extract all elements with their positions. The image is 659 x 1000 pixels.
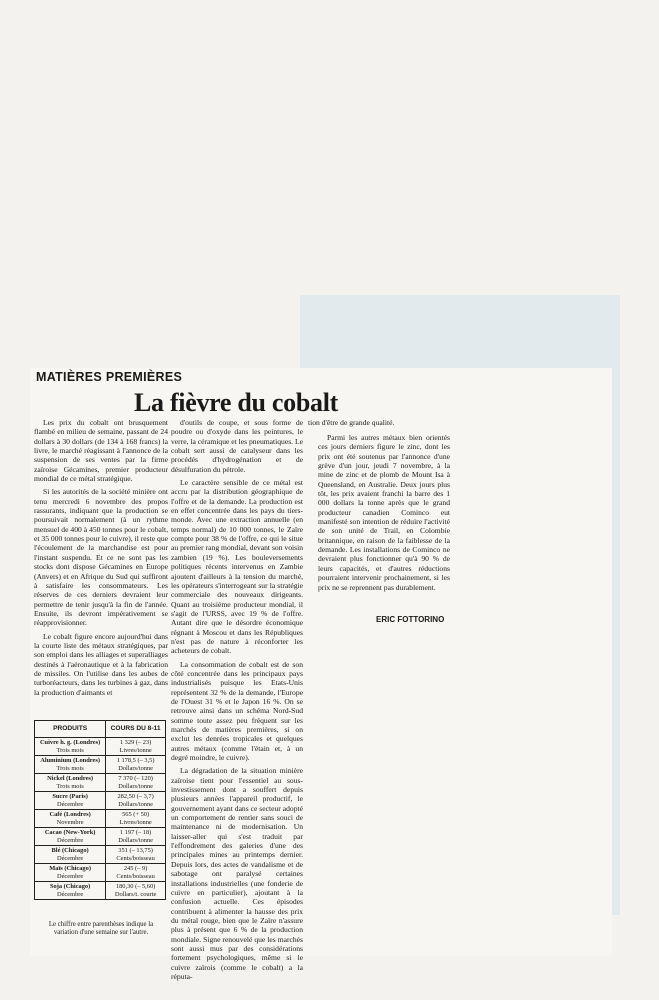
table-row [35,756,166,774]
headline: La fièvre du cobalt [134,388,338,417]
price-cell [106,846,166,864]
product-name: Nickel (Londres) [47,775,94,783]
table-header-row [35,721,166,738]
product-name: Maïs (Chicago) [49,865,91,873]
product-term: Trois mois [56,782,84,790]
section-title: MATIÈRES PREMIÈRES [36,370,183,384]
price-value: 282,50 (– 3,7) [117,793,154,801]
paragraph: Les prix du cobalt ont brusquement flambé en milieu de semaine, passant de 24 dollars à 30 dollars (de 134 à 168 francs) la livre, le marché réagissant à l'annonce de la suspension de ses ventes par la firme zaïroise Gécamines, premier producteur mondial de ce métal stratégique. [34,418,168,484]
table-body [35,738,166,900]
product-cell [35,810,106,828]
price-value: 245 (– 9) [123,865,148,873]
product-cell [35,774,106,792]
price-cell [106,882,166,900]
price-unit: Dollars/tonne [118,800,153,808]
article-column-1 [34,418,168,701]
product-cell [35,792,106,810]
table-row [35,792,166,810]
table-row [35,774,166,792]
product-name: Blé (Chicago) [51,847,89,855]
price-unit: Dollars/tonne [118,782,153,790]
price-value: 7 370 (– 120) [118,775,153,783]
column-header-prices: COURS DU 8-11 [106,721,166,738]
paragraph: Parmi les autres métaux bien orientés ces jours derniers figure le zinc, dont les prix ont été soutenus par l'annonce d'une grève d'un jour, jeudi 7 novembre, à la mine de zinc et de plomb de Mount Isa à Queensland, en Australie. Deux jours plus tôt, les prix avaient franchi la barre des 1 000 dollars la tonne après que le grand producteur canadien Cominco eut manifesté son intention de réduire l'activité de son unité de Trail, en Colombie britannique, en raison de la faiblesse de la demande. Les installations de Cominco ne devraient plus fonctionner qu'à 90 % de leurs capacités, et d'autres réductions pourraient intervenir prochainement, si les prix ne se reprennent pas durablement. [318,433,450,592]
product-term: Décembre [56,854,84,862]
price-value: 180,30 (– 5,60) [115,883,156,891]
price-cell [106,864,166,882]
price-value: 565 (+ 50) [122,811,150,819]
author-signature: ERIC FOTTORINO [376,615,445,624]
paragraph: Le cobalt figure encore aujourd'hui dans la courte liste des métaux stratégiques, par son emploi dans les alliages et superalliages destinés à l'aéronautique et à la fabrication de missiles. On l'utilise dans les aubes de turboréacteurs, dans les turbines à gaz, dans la production d'aimants et [34,631,168,697]
price-unit: Dollars/tonne [118,764,153,772]
product-term: Trois mois [56,764,84,772]
article-column-3 [318,433,450,596]
price-unit: Cents/boisseau [116,854,155,862]
product-name: Cuivre h. g. (Londres) [39,739,101,747]
article-column-2 [171,418,303,985]
price-cell [106,738,166,756]
price-unit: Livres/tonne [119,746,152,754]
price-unit: Dollars/t. courte [114,890,157,898]
article-clipping [30,368,612,981]
product-name: Aluminium (Londres) [40,757,100,765]
article-column-3-top [308,418,440,431]
product-term: Décembre [56,800,84,808]
price-value: 351 (– 13,75) [118,847,153,855]
paragraph: La consommation de cobalt est de son côté concentrée dans les principaux pays industrialisés puisque les Etats-Unis représentent 32 % de la demande, l'Europe de l'Ouest 31 % et le Japon 16 %. On se retrouve ainsi dans un schéma Nord-Sud somme toute assez peu fréquent sur les marchés de matières premières, si on exclut les denrées tropicales et quelques autres métaux (comme l'étain et, à un degré moindre, le cuivre). [171,659,303,763]
product-term: Décembre [56,836,84,844]
price-value: 1 329 (– 23) [119,739,152,747]
paragraph: tion d'être de grande qualité. [308,418,395,427]
table-row [35,738,166,756]
paragraph: Le caractère sensible de ce métal est accru par la distribution géographique de l'offre et de la demande. La production est en effet concentrée dans les pays du tiers-monde. Avec une extraction annuelle (en temps normal) de 10 000 tonnes, le Zaïre compte pour 38 % de l'offre, ce qui le situe au premier rang mondial, devant son voisin zambien (19 %). Les bouleversements politiques récents intervenus en Zambie ajoutent d'ailleurs à la tension du marché, les opérateurs s'interrogeant sur la stratégie commerciale des nouveaux dirigeants. Quant au troisième producteur mondial, il s'agit de l'URSS, avec 19 % de l'offre. Autant dire que le désordre économique régnant à Moscou et dans les Républiques n'est pas de nature à réconforter les acheteurs de cobalt. [171,478,303,656]
price-cell [106,774,166,792]
price-cell [106,792,166,810]
product-cell [35,828,106,846]
paragraph: d'outils de coupe, et sous forme de poudre ou d'oxyde dans les peintures, le verre, la céramique et les pneumatiques. Le cobalt sert aussi de catalyseur dans les procédés d'hydrogénation et de désulfuration du pétrole. [171,418,303,474]
product-cell [35,846,106,864]
column-header-products: PRODUITS [35,721,106,738]
product-cell [35,864,106,882]
price-unit: Dollars/tonne [118,836,153,844]
product-term: Novembre [56,818,84,826]
price-unit: Cents/boisseau [116,872,155,880]
paragraph: Si les autorités de la société minière ont tenu mercredi 6 novembre des propos rassurants, indiquant que la production se poursuivait normalement (à un rythme mensuel de 400 à 450 tonnes pour le cobalt, et 35 000 tonnes pour le cuivre), il reste que l'écoulement de la marchandise est pour l'instant suspendu. Et ce ne sont pas les stocks dont dispose Gécamines en Europe (Anvers) et en Afrique du Sud qui suffiront à satisfaire les consommateurs. Les réserves de ces derniers devraient leur permettre de tenir jusqu'à la fin de l'année. Ensuite, ils devront impérativement se réapprovisionner. [34,487,168,628]
table-row [35,828,166,846]
product-name: Sucre (Paris) [52,793,88,801]
commodity-prices-table [34,720,166,900]
product-cell [35,756,106,774]
product-name: Café (Londres) [49,811,91,819]
table-row [35,864,166,882]
product-name: Soja (Chicago) [49,883,91,891]
price-cell [106,810,166,828]
price-value: 1 178,5 (– 3,5) [116,757,155,765]
table-row [35,846,166,864]
product-term: Trois mois [56,746,84,754]
price-cell [106,828,166,846]
price-cell [106,756,166,774]
product-term: Décembre [56,890,84,898]
paragraph: La dégradation de la situation minière zaïroise tient pour l'essentiel au sous-investissement dont a souffert depuis plusieurs années l'appareil productif, le gouvernement ayant dans ce secteur adopté un comportement de rentier sans souci de maintenance ni de modernisation. Un laisser-aller qui s'est traduit par l'effondrement des galeries d'une des principales mines au printemps dernier. Depuis lors, des actes de vandalisme et de sabotage ont paralysé certaines installations industrielles (une fonderie de cuivre en particulier), ajoutant à la confusion actuelle. Ces épisodes contribuent à alimenter la hausse des prix du métal rouge, bien que le Zaïre n'assure plus à présent que 6 % de la production mondiale. Signe renouvelé que les marchés sont aussi mus par des considérations fortement psychologiques, même si le cuivre zaïrois (comme le cobalt) a la réputa- [171,766,303,981]
product-name: Cacao (New-York) [44,829,96,837]
price-unit: Livres/tonne [119,818,152,826]
price-value: 1 197 (– 18) [119,829,152,837]
table-row [35,810,166,828]
product-cell [35,738,106,756]
table-footnote: Le chiffre entre parenthèses indique la variation d'une semaine sur l'autre. [48,921,154,936]
product-cell [35,882,106,900]
product-term: Décembre [56,872,84,880]
table-row [35,882,166,900]
